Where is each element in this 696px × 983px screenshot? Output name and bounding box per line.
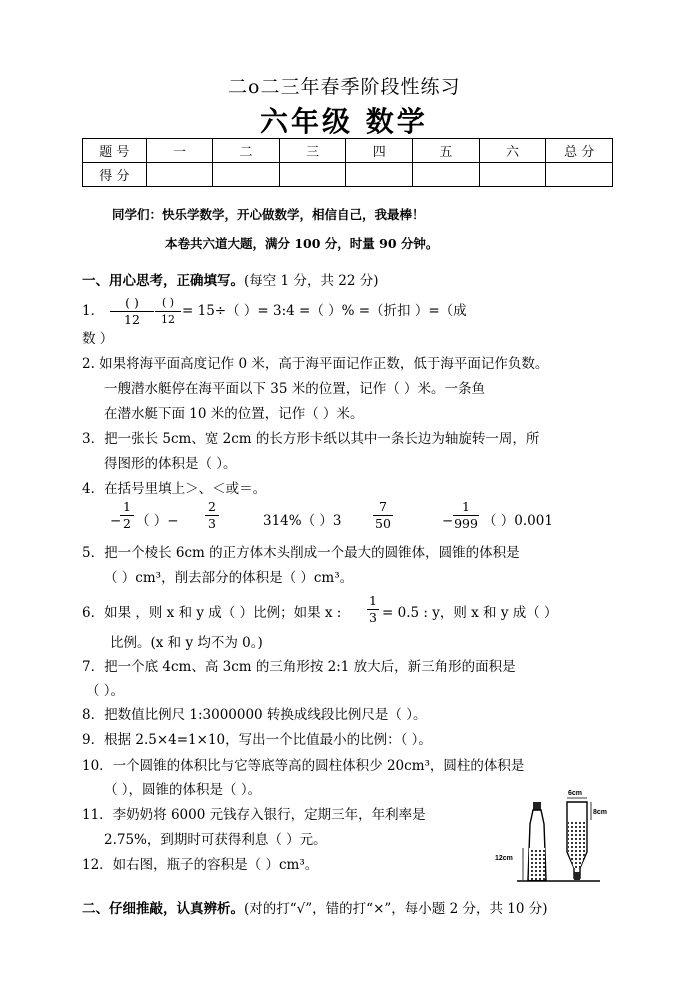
exam-info: 本卷共六道大题，满分 100 分，时量 90 分钟。 bbox=[165, 236, 439, 251]
section1-header bbox=[82, 272, 378, 290]
table-cell: 六 bbox=[479, 139, 546, 163]
denominator: 3 bbox=[369, 610, 377, 625]
q6-fraction bbox=[367, 594, 379, 625]
inverted-bottle bbox=[567, 802, 587, 880]
q4-fraction-3 bbox=[373, 500, 393, 531]
section1-heading: 一、用心思考，正确填写。 bbox=[82, 273, 244, 289]
minus-sign: − bbox=[110, 513, 122, 529]
q5-line2: （ ）cm³，削去部分的体积是（ ）cm³。 bbox=[104, 570, 354, 586]
section2-note: (对的打“√”，错的打“×”，每小题 2 分，共 10 分) bbox=[244, 901, 548, 917]
q7-line2: （ ）。 bbox=[86, 683, 125, 699]
q1-text: = 15÷（ ）= 3:4 =（ ）% =（折扣 ）=（成 bbox=[182, 303, 467, 319]
score-input-cell[interactable] bbox=[146, 163, 213, 187]
q2-line3: 在潜水艇下面 10 米的位置，记作（ ）米。 bbox=[104, 406, 364, 422]
table-cell: 二 bbox=[213, 139, 280, 163]
q1-number: 1． bbox=[82, 303, 105, 319]
numerator: 7 bbox=[379, 499, 387, 514]
minus-sign: − bbox=[442, 513, 454, 529]
q4-compare-1: （ ）− bbox=[136, 513, 179, 529]
numerator: 1 bbox=[462, 499, 470, 514]
q1-fraction-1 bbox=[110, 296, 154, 327]
score-table-header-row bbox=[83, 139, 613, 163]
q11-line2: 2.75%，到期时可获得利息（ ）元。 bbox=[104, 832, 327, 848]
q11-line1: 11．李奶奶将 6000 元钱存入银行，定期三年，年利率是 bbox=[82, 807, 426, 823]
q10-line1: 10．一个圆锥的体积比与它等底等高的圆柱体积少 20cm³，圆柱的体积是 bbox=[82, 758, 525, 774]
q4-compare-2: 314%（ ）3 bbox=[263, 513, 342, 529]
section1-note: (每空 1 分，共 22 分) bbox=[244, 273, 379, 289]
score-input-cell[interactable] bbox=[279, 163, 346, 187]
exam-title: 六年级 数学 bbox=[260, 105, 428, 138]
denominator: 2 bbox=[123, 516, 131, 531]
exam-subtitle: 二o二三年春季阶段性练习 bbox=[228, 76, 461, 98]
denominator: 12 bbox=[124, 312, 140, 327]
q10-line2: （ ），圆锥的体积是（ ）。 bbox=[104, 782, 262, 798]
q6-part2: = 0.5 : y，则 x 和 y 成（ ） bbox=[382, 605, 558, 621]
table-cell: 四 bbox=[346, 139, 413, 163]
denominator: 3 bbox=[208, 516, 216, 531]
q9: 9．根据 2.5×4=1×10，写出一个比值最小的比例：（ ）。 bbox=[82, 732, 432, 748]
q7-line1: 7．把一个底 4cm、高 3cm 的三角形按 2:1 放大后，新三角形的面积是 bbox=[82, 659, 516, 675]
label-left: 12cm bbox=[495, 855, 513, 862]
q4-fraction-2 bbox=[205, 500, 219, 531]
denominator: 12 bbox=[161, 313, 175, 326]
table-cell: 总 分 bbox=[546, 139, 613, 163]
fraction-bar bbox=[155, 311, 181, 312]
q2-line2: 一艘潜水艇停在海平面以下 35 米的位置，记作（ ）米。一条鱼 bbox=[104, 381, 486, 397]
score-input-cell[interactable] bbox=[213, 163, 280, 187]
numerator: 2 bbox=[208, 499, 216, 514]
q12: 12．如右图，瓶子的容积是（ ）cm³。 bbox=[82, 857, 319, 873]
label-right: 8cm bbox=[593, 809, 608, 816]
table-cell: 三 bbox=[279, 139, 346, 163]
table-cell: 得 分 bbox=[83, 163, 147, 187]
q4-fraction-4 bbox=[453, 500, 479, 531]
q3-line2: 得图形的体积是（ ）。 bbox=[104, 456, 237, 472]
score-table-score-row bbox=[83, 163, 613, 187]
numerator: 1 bbox=[123, 499, 131, 514]
table-cell: 题 号 bbox=[83, 139, 147, 163]
q8: 8．把数值比例尺 1:3000000 转换成线段比例尺是（ ）。 bbox=[82, 707, 427, 723]
q6-part1: 6．如果 ，则 x 和 y 成（ ）比例；如果 x : bbox=[82, 605, 342, 621]
q2-line1: 2. 如果将海平面高度记作 0 米，高于海平面记作正数，低于海平面记作负数。 bbox=[82, 356, 549, 372]
bottle-figure bbox=[495, 790, 608, 890]
section2-header bbox=[82, 900, 548, 918]
score-input-cell[interactable] bbox=[413, 163, 480, 187]
numerator-blank[interactable]: ( ) bbox=[161, 296, 175, 309]
q6-line2: 比例。(x 和 y 均不为 0。) bbox=[110, 635, 263, 651]
q4-fraction-1 bbox=[120, 500, 134, 531]
numerator: 1 bbox=[369, 593, 377, 608]
q1-fraction-2 bbox=[155, 296, 181, 327]
q5-line1: 5．把一个棱长 6cm 的正方体木头削成一个最大的圆锥体，圆锥的体积是 bbox=[82, 545, 520, 561]
score-input-cell[interactable] bbox=[479, 163, 546, 187]
score-input-cell[interactable] bbox=[346, 163, 413, 187]
q4-compare-3: （ ）0.001 bbox=[483, 513, 553, 529]
denominator: 50 bbox=[375, 516, 391, 531]
score-input-cell[interactable] bbox=[546, 163, 613, 187]
q4-line1: 4．在括号里填上＞、＜或＝。 bbox=[82, 481, 267, 497]
numerator-blank[interactable]: ( ) bbox=[125, 295, 139, 310]
label-top: 6cm bbox=[568, 790, 583, 797]
denominator: 999 bbox=[454, 516, 478, 531]
table-cell: 五 bbox=[413, 139, 480, 163]
section2-heading: 二、仔细推敲，认真辨析。 bbox=[82, 901, 244, 917]
q1-text-line2: 数 ） bbox=[82, 331, 114, 347]
score-table bbox=[82, 138, 613, 187]
motto: 同学们：快乐学数学，开心做数学，相信自己，我最棒！ bbox=[112, 207, 425, 222]
q3-line1: 3．把一张长 5cm、宽 2cm 的长方形卡纸以其中一条长边为轴旋转一周，所 bbox=[82, 431, 540, 447]
table-cell: 一 bbox=[146, 139, 213, 163]
upright-bottle bbox=[528, 802, 546, 880]
